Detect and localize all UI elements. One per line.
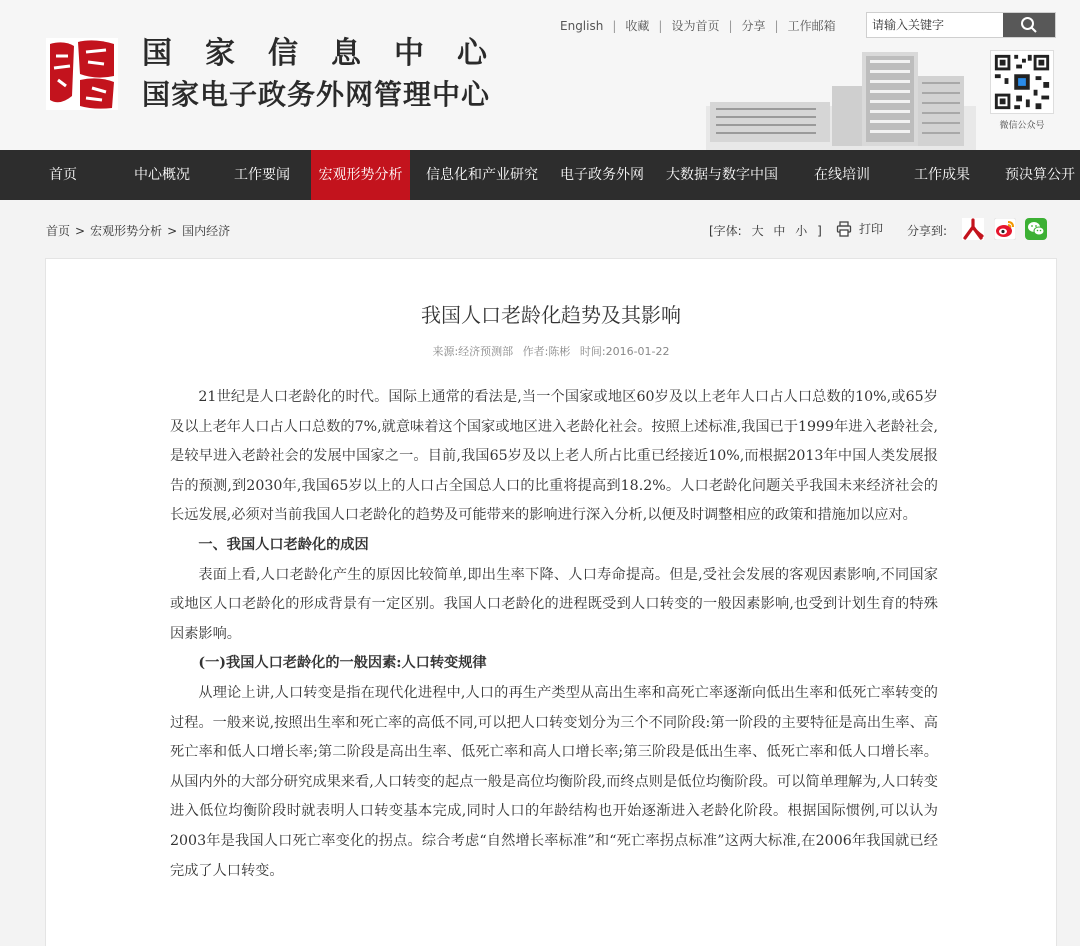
- breadcrumb: [46, 222, 230, 239]
- article-author: 作者:陈彬: [522, 345, 571, 358]
- weibo-icon[interactable]: [994, 218, 1016, 240]
- english-link[interactable]: English: [560, 18, 604, 33]
- share-link[interactable]: 分享: [741, 19, 766, 33]
- print-button[interactable]: [836, 220, 883, 237]
- nav-item-informatization[interactable]: 信息化和产业研究: [426, 167, 538, 183]
- site-title: [142, 36, 520, 114]
- qr-code-icon: [990, 50, 1054, 114]
- breadcrumb-separator: >: [167, 223, 178, 238]
- building-illustration: [706, 46, 976, 150]
- article-subheading: (一)我国人口老龄化的一般因素:人口转变规律: [198, 655, 487, 672]
- font-size-small[interactable]: 小: [795, 224, 808, 238]
- nav-item-egov[interactable]: 电子政务外网: [560, 167, 644, 183]
- wechat-icon[interactable]: [1025, 218, 1047, 240]
- breadcrumb-separator: >: [75, 223, 86, 238]
- nav-item-news[interactable]: 工作要闻: [234, 167, 290, 183]
- nav-item-training[interactable]: 在线培训: [814, 167, 870, 183]
- printer-icon: [836, 221, 852, 237]
- nav-item-budget[interactable]: 预决算公开: [1005, 167, 1075, 183]
- seal-logo-icon[interactable]: [44, 36, 120, 112]
- breadcrumb-domestic[interactable]: 国内经济: [182, 224, 231, 238]
- qr-label: 微信公众号: [999, 121, 1045, 131]
- article-date: 时间:2016-01-22: [579, 345, 670, 358]
- font-size-label: [字体:: [709, 224, 742, 238]
- site-title-line1: 国家信息中心: [142, 36, 520, 71]
- search-box: [866, 12, 1056, 38]
- font-size-control: [706, 222, 825, 239]
- main-nav: [0, 150, 1080, 200]
- set-homepage-link[interactable]: 设为首页: [671, 19, 720, 33]
- share-label: 分享到:: [907, 224, 948, 238]
- search-button[interactable]: [1003, 13, 1055, 37]
- article-meta: [46, 343, 1056, 359]
- nav-item-overview[interactable]: 中心概况: [134, 167, 190, 183]
- divider: |: [774, 18, 779, 33]
- article-paragraph: 21世纪是人口老龄化的时代。国际上通常的看法是,当一个国家或地区60岁及以上老年人口占人口总数的10%,或65岁及以上老年人口占人口总数的7%,就意味着这个国家或地区进入老龄化社会。按照上述标准,我国已于1999年进入老龄社会,是较早进入老龄社会的发展中国家之一。目前,我国65岁及以上老人所占比重已经接近10%,而根据2013年中国人类发展报告的预测,到2030年,我国65岁以上的人口占全国总人口的比重将提高到18.2%。人口老龄化问题关乎我国未来经济社会的长远发展,必须对当前我国人口老龄化的趋势及可能带来的影响进行深入分析,以便及时调整相应的政策和措施加以应对。: [170, 389, 938, 524]
- font-size-medium[interactable]: 中: [773, 224, 786, 238]
- article-heading: 一、我国人口老龄化的成因: [198, 536, 369, 553]
- site-header: [0, 0, 1080, 150]
- divider: |: [658, 18, 663, 33]
- site-title-line2: 国家电子政务外网管理中心: [142, 78, 491, 111]
- divider: |: [728, 18, 733, 33]
- work-mail-link[interactable]: 工作邮箱: [787, 19, 836, 33]
- nav-item-achievements[interactable]: 工作成果: [914, 167, 970, 183]
- article-paragraph: 表面上看,人口老龄化产生的原因比较简单,即出生率下降、人口寿命提高。但是,受社会发展的客观因素影响,不同国家或地区人口老龄化的形成背景有一定区别。我国人口老龄化的进程既受到人口转变的一般因素影响,也受到计划生育的特殊因素影响。: [170, 566, 938, 642]
- font-size-large[interactable]: 大: [751, 224, 764, 238]
- search-icon: [1020, 16, 1038, 34]
- favorite-link[interactable]: 收藏: [625, 19, 650, 33]
- breadcrumb-macro[interactable]: 宏观形势分析: [90, 224, 163, 238]
- top-links: [560, 17, 836, 34]
- article-title: 我国人口老龄化趋势及其影响: [421, 303, 681, 327]
- nav-item-bigdata[interactable]: 大数据与数字中国: [666, 167, 778, 183]
- breadcrumb-home[interactable]: 首页: [46, 224, 71, 238]
- divider: |: [612, 18, 617, 33]
- article-body: [170, 383, 938, 886]
- font-size-close: ]: [817, 224, 822, 238]
- article-paragraph: 从理论上讲,人口转变是指在现代化进程中,人口的再生产类型从高出生率和高死亡率逐渐向低出生率和低死亡率转变的过程。一般来说,按照出生率和死亡率的高低不同,可以把人口转变划分为三个不同阶段:第一阶段的主要特征是高出生率、高死亡率和低人口增长率;第二阶段是高出生率、低死亡率和高人口增长率;第三阶段是低出生率、低死亡率和低人口增长率。从国内外的大部分研究成果来看,人口转变的起点一般是高位均衡阶段,而终点则是低位均衡阶段。可以简单理解为,人口转变进入低位均衡阶段时就表明人口转变基本完成,同时人口的年龄结构也开始逐渐进入老龄化阶段。根据国际惯例,可以认为2003年是我国人口死亡率变化的拐点。综合考虑“自然增长率标准”和“死亡率拐点标准”这两大标准,在2006年我国就已经完成了人口转变。: [170, 684, 938, 879]
- article-source: 来源:经济预测部: [432, 345, 514, 358]
- people-daily-icon[interactable]: [962, 218, 984, 240]
- nav-item-home[interactable]: 首页: [49, 167, 77, 183]
- article-card: [45, 258, 1057, 946]
- print-label: 打印: [859, 222, 884, 236]
- nav-item-macro[interactable]: 宏观形势分析: [311, 150, 410, 200]
- search-input[interactable]: [867, 13, 1003, 37]
